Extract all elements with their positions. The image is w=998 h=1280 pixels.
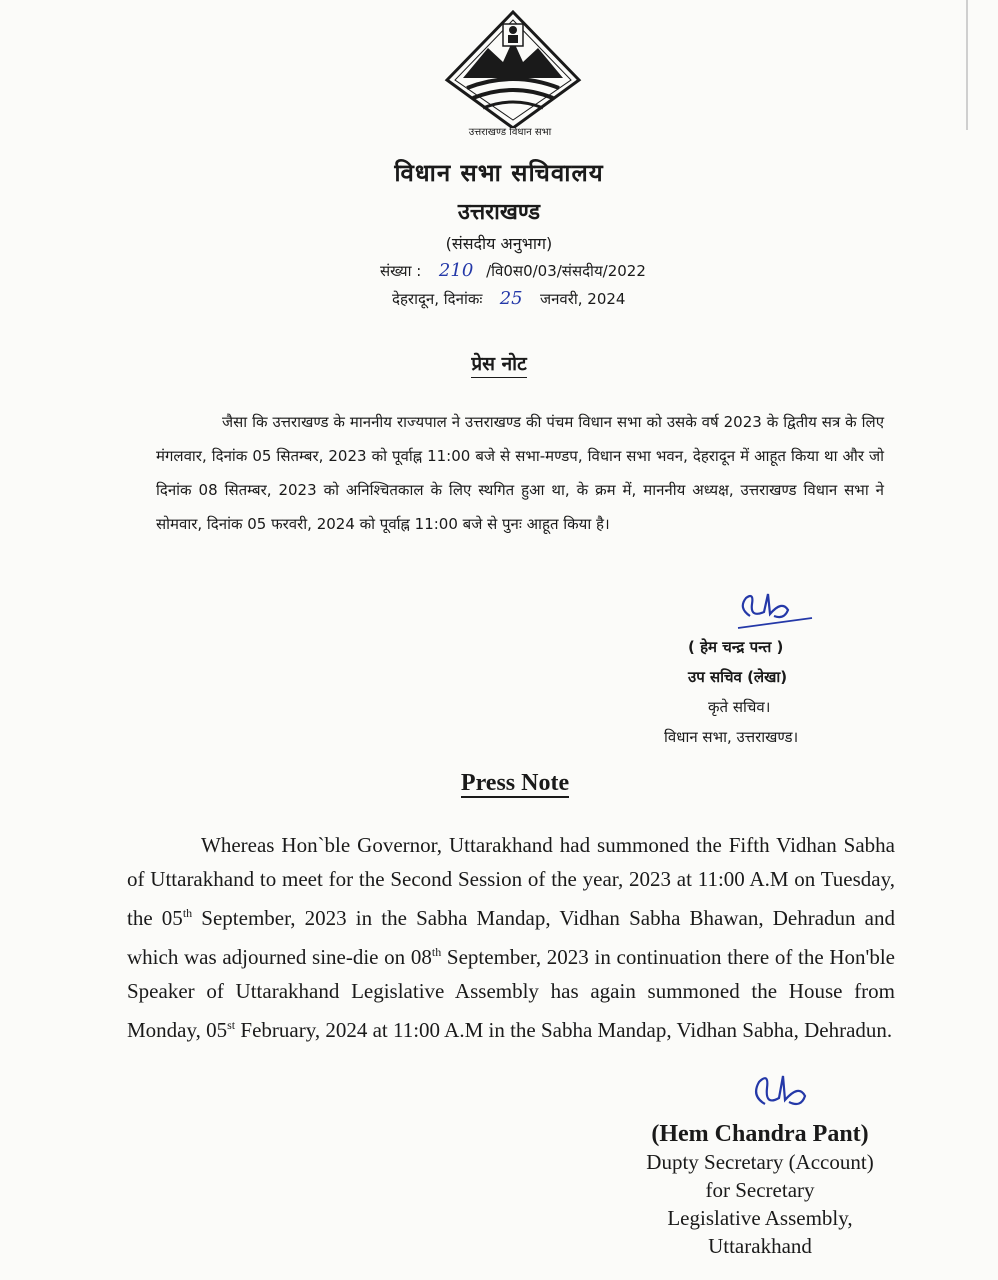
english-signatory-designation: Dupty Secretary (Account)	[646, 1150, 874, 1174]
english-note-body: Whereas Hon`ble Governor, Uttarakhand had summoned the Fifth Vidhan Sabha of Uttarakhand to meet for the Second Session of the year, 2023 at 11:00 A.M on Tuesday, the 05th September, 2023 in the Sabha Mandap, Vidhan Sabha Bhawan, Dehradun and which was adjourned sine-die on 08th September, 2023 in continuation there of the Hon'ble Speaker of Uttarakhand Legislative Assembly has again summoned the House from Monday, 05st February, 2024 at 11:00 A.M in the Sabha Mandap, Vidhan Sabha, Dehradun.	[127, 833, 896, 1042]
hindi-signatory-office: विधान सभा, उत्तराखण्ड।	[664, 728, 799, 746]
ref-label: संख्या :	[380, 262, 422, 280]
uttarakhand-assembly-emblem-icon	[443, 10, 583, 128]
date-suffix: जनवरी, 2024	[539, 290, 626, 308]
hindi-signatory-name: ( हेम चन्द्र पन्त )	[688, 638, 784, 656]
english-signatory-office: Legislative Assembly,	[667, 1206, 853, 1230]
issue-date	[392, 288, 625, 309]
english-note-title: Press Note	[460, 770, 570, 796]
section-title: (संसदीय अनुभाग)	[445, 234, 553, 253]
scan-edge-line	[966, 0, 968, 130]
signature-icon	[745, 1068, 825, 1118]
signature-icon	[728, 588, 818, 633]
state-title: उत्तराखण्ड	[457, 200, 541, 225]
english-signatory-block	[620, 1120, 900, 1260]
english-signatory-for: for Secretary	[705, 1178, 815, 1202]
hindi-note-body: जैसा कि उत्तराखण्ड के माननीय राज्यपाल ने उत्तराखण्ड की पंचम विधान सभा को उसके वर्ष 2023 के द्वितीय सत्र के लिए मंगलवार, दिनांक 05 सितम्बर, 2023 को पूर्वाह्न 11:00 बजे से सभा-मण्डप, विधान सभा भवन, देहरादून में आहूत किया था और जो दिनांक 08 सितम्बर, 2023 को अनिश्चितकाल के लिए स्थगित हुआ था, के क्रम में, माननीय अध्यक्ष, उत्तराखण्ड विधान सभा ने सोमवार, दिनांक 05 फरवरी, 2024 को पूर्वाह्न 11:00 बजे से पुनः आहूत किया है।	[156, 413, 884, 533]
hindi-signatory-designation: उप सचिव (लेखा)	[688, 668, 788, 686]
secretariat-title: विधान सभा सचिवालय	[394, 159, 604, 187]
ref-number-handwritten: 210	[438, 260, 474, 281]
reference-number	[380, 260, 646, 281]
emblem-caption: उत्तराखण्ड विधान सभा	[468, 127, 552, 138]
hindi-note-title: प्रेस नोट	[0, 350, 998, 376]
english-signatory-state: Uttarakhand	[708, 1234, 812, 1258]
english-signatory-name: (Hem Chandra Pant)	[651, 1121, 869, 1147]
hindi-signatory-block	[660, 632, 860, 752]
date-label: देहरादून, दिनांकः	[392, 290, 483, 308]
hindi-signatory-for: कृते सचिव।	[708, 698, 771, 716]
date-day-handwritten: 25	[499, 288, 523, 309]
ref-suffix: /वि0स0/03/संसदीय/2022	[486, 262, 646, 280]
